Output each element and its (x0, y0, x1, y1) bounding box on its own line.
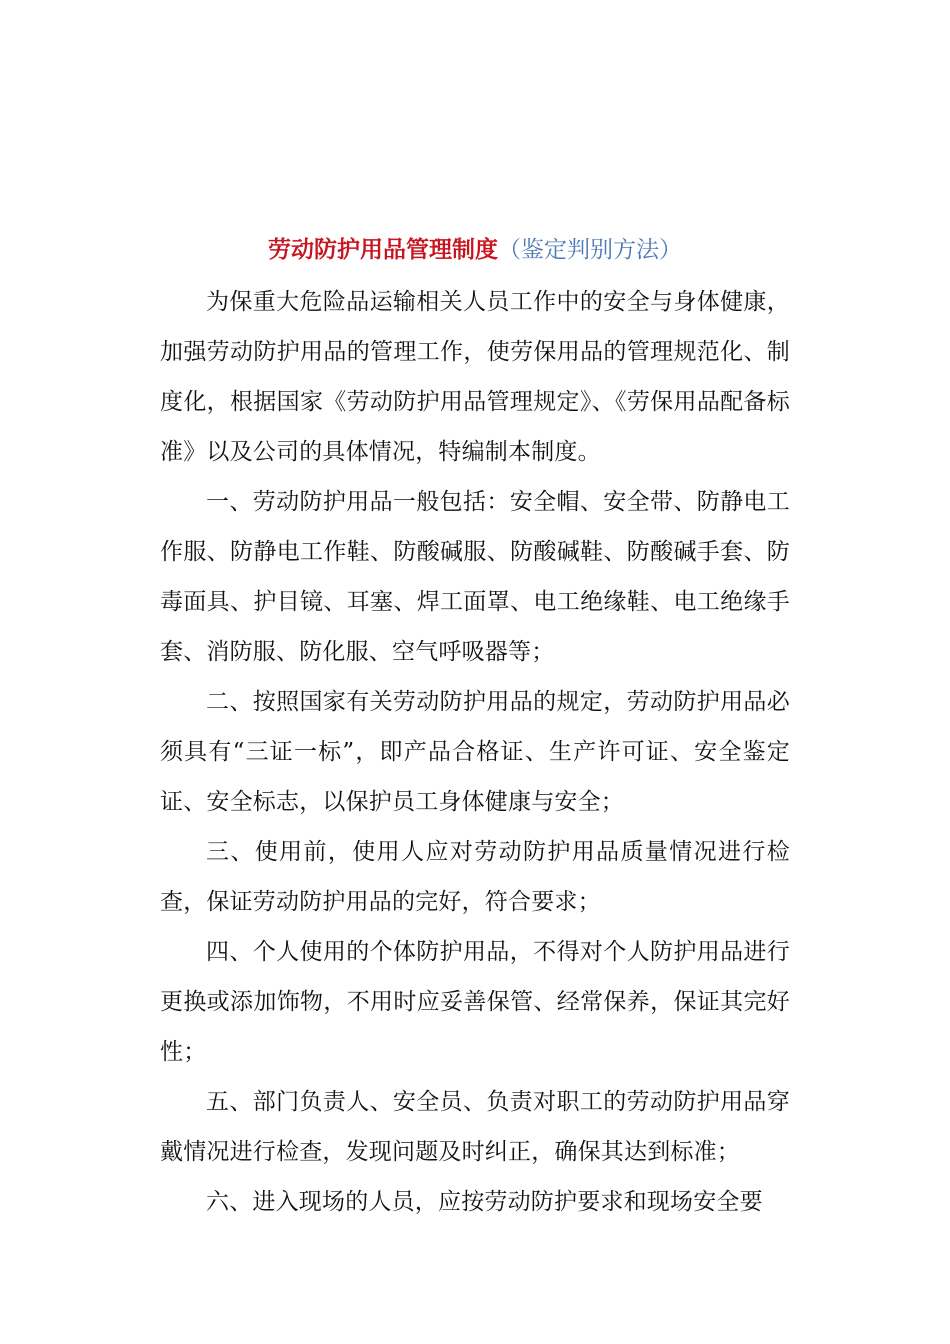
paragraph-item-5: 五、部门负责人、安全员、负责对职工的劳动防护用品穿戴情况进行检查，发现问题及时纠正，确保其达到标准； (160, 1089, 790, 1165)
document-title (0, 230, 950, 270)
paragraph-item-4: 四、个人使用的个体防护用品，不得对个人防护用品进行更换或添加饰物，不用时应妥善保管、经常保养，保证其完好性； (160, 939, 790, 1065)
paragraph-intro: 为保重大危险品运输相关人员工作中的安全与身体健康，加强劳动防护用品的管理工作，使劳保用品的管理规范化、制度化，根据国家《劳动防护用品管理规定》、《劳保用品配备标准》以及公司的具体情况，特编制本制度。 (160, 289, 790, 465)
title-main: 劳动防护用品管理制度 (268, 236, 498, 263)
paragraph-item-6: 六、进入现场的人员，应按劳动防护要求和现场安全要 (206, 1189, 763, 1215)
paragraph-item-1: 一、劳动防护用品一般包括：安全帽、安全带、防静电工作服、防静电工作鞋、防酸碱服、防酸碱鞋、防酸碱手套、防毒面具、护目镜、耳塞、焊工面罩、电工绝缘鞋、电工绝缘手套、消防服、防化服、空气呼吸器等； (160, 489, 790, 665)
document-body (160, 277, 790, 1227)
title-subtitle: （鉴定判别方法） (498, 237, 682, 263)
paragraph-item-3: 三、使用前，使用人应对劳动防护用品质量情况进行检查，保证劳动防护用品的完好，符合要求； (160, 839, 790, 915)
paragraph-item-2: 二、按照国家有关劳动防护用品的规定，劳动防护用品必须具有“三证一标”，即产品合格证、生产许可证、安全鉴定证、安全标志，以保护员工身体健康与安全； (160, 689, 790, 815)
